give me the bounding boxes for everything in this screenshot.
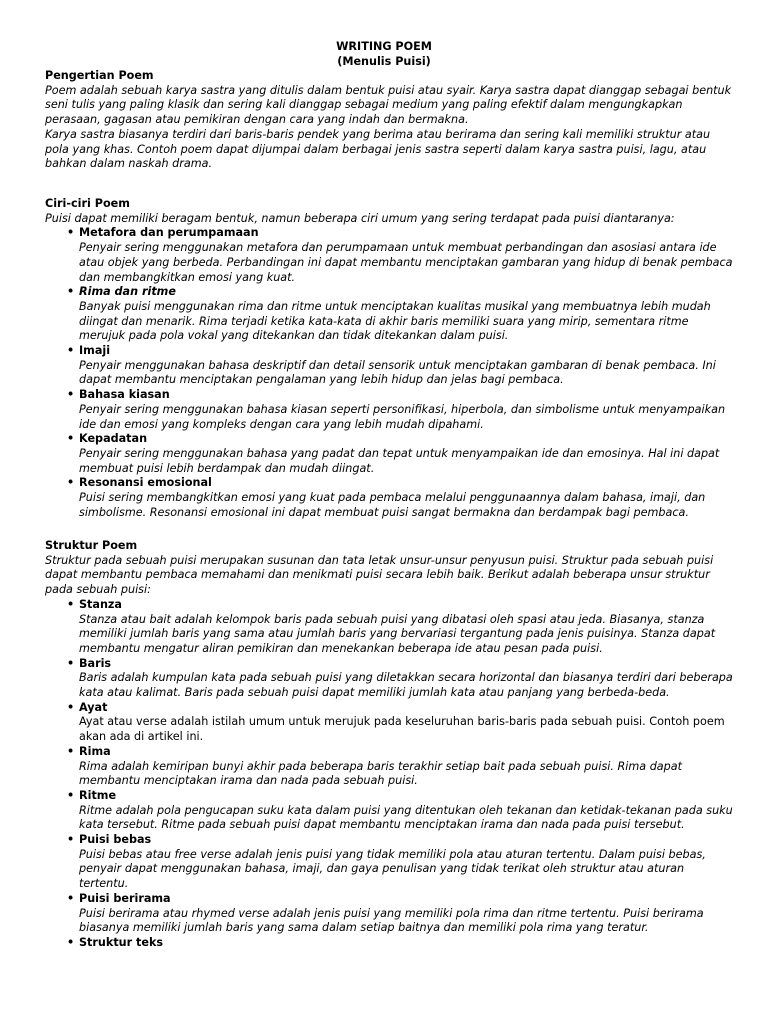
list-item [45, 476, 735, 520]
section-ciri-ciri [45, 197, 735, 520]
section-struktur [45, 539, 735, 951]
list-item [45, 598, 735, 657]
list-item [45, 285, 735, 344]
item-term: Ayat [79, 700, 108, 714]
item-description: Banyak puisi menggunakan rima dan ritme untuk menciptakan kualitas musikal yang membuatnya lebih mudah diingat dan menarik. Rima terjadi ketika kata-kata di akhir baris memiliki suara yang mirip, sementara ritme merujuk pada pola vokal yang ditekankan dan tidak ditekankan dalam puisi. [79, 299, 711, 343]
paragraph: Karya sastra biasanya terdiri dari baris-baris pendek yang berima atau berirama dan sering kali memiliki struktur atau pola yang khas. Contoh poem dapat dijumpai dalam berbagai jenis sastra seperti dalam karya sastra puisi, lagu, atau bahkan dalam naskah drama. [45, 127, 711, 171]
bullet-icon: • [67, 388, 75, 402]
list-item [45, 432, 735, 476]
item-description: Baris adalah kumpulan kata pada sebuah puisi yang diletakkan secara horizontal dan biasanya terdiri dari beberapa kata atau kalimat. Baris pada sebuah puisi dapat memiliki jumlah kata atau panjang yang berbeda-beda. [79, 671, 733, 700]
item-description: Rima adalah kemiripan bunyi akhir pada beberapa baris terakhir setiap bait pada sebuah puisi. Rima dapat membantu menciptakan irama dan nada pada sebuah puisi. [79, 759, 683, 788]
bullet-icon: • [67, 935, 75, 949]
item-description: Puisi sering membangkitkan emosi yang kuat pada pembaca melalui penggunaannya dalam bahasa, imaji, dan simbolisme. Resonansi emosional ini dapat membuat puisi sangat bermakna dan berdampak bagi pembaca. [79, 491, 706, 519]
list-item [45, 892, 735, 936]
item-term: Baris [79, 656, 112, 670]
item-term: Resonansi emosional [79, 476, 212, 490]
item-term: Ritme [79, 788, 117, 802]
item-term: Metafora dan perumpamaan [79, 226, 259, 240]
bullet-icon: • [67, 432, 75, 446]
item-description: Penyair sering menggunakan bahasa kiasan seperti personifikasi, hiperbola, dan simbolisme untuk menyampaikan ide dan emosi yang kompleks dengan cara yang lebih mudah dipahami. [79, 402, 726, 431]
bullet-icon: • [67, 344, 75, 358]
section-heading: Ciri-ciri Poem [45, 197, 130, 210]
bullet-icon: • [67, 656, 75, 670]
list-item [45, 344, 735, 388]
list-item [45, 657, 735, 701]
bullet-icon: • [67, 788, 75, 802]
bullet-icon: • [67, 700, 75, 714]
item-term: Puisi bebas [79, 833, 152, 847]
bullet-icon: • [67, 597, 75, 611]
list-item [45, 388, 735, 432]
section-heading: Struktur Poem [45, 539, 138, 552]
bullet-icon: • [67, 476, 75, 490]
list-item [45, 833, 735, 892]
structure-list [45, 598, 735, 951]
title-block [0, 40, 768, 69]
document-title: WRITING POEM [336, 40, 432, 53]
item-term: Struktur teks [79, 935, 164, 949]
item-description: Penyair sering menggunakan metafora dan perumpamaan untuk membuat perbandingan dan asosiasi antara ide atau objek yang berbeda. Perbandingan ini dapat membantu menciptakan gambaran yang hidup di benak pembaca dan membangkitkan emosi yang kuat. [79, 241, 733, 284]
document-subtitle: (Menulis Puisi) [337, 54, 431, 68]
item-term: Kepadatan [79, 432, 148, 446]
section-intro: Struktur pada sebuah puisi merupakan susunan dan tata letak unsur-unsur penyusun puisi. Struktur pada sebuah puisi dapat membantu pembaca memahami dan menikmati puisi secara lebih baik. Berikut adalah beberapa unsur struktur pada sebuah puisi: [45, 553, 714, 597]
item-term: Bahasa kiasan [79, 388, 170, 402]
item-term: Rima [79, 744, 111, 758]
item-description: Stanza atau bait adalah kelompok baris pada sebuah puisi yang dibatasi oleh spasi atau jeda. Biasanya, stanza memiliki jumlah baris yang sama atau jumlah baris yang bervariasi tergantung pada jenis puisinya. Stanza dapat membantu mengatur aliran pemikiran dan menekankan beberapa ide atau pesan pada puisi. [79, 612, 716, 655]
item-description: Puisi berirama atau rhymed verse adalah jenis puisi yang memiliki pola rima dan ritme tertentu. Puisi berirama biasanya memiliki jumlah baris yang sama dalam setiap baitnya dan memiliki pola rima yang teratur. [79, 906, 704, 935]
item-term: Puisi berirama [79, 891, 171, 905]
list-item [45, 745, 735, 789]
section-pengertian [45, 69, 735, 172]
section-heading: Pengertian Poem [45, 69, 154, 82]
list-item [45, 226, 735, 285]
features-list [45, 226, 735, 520]
item-term: Imaji [79, 344, 111, 358]
item-description: Ritme adalah pola pengucapan suku kata dalam puisi yang ditentukan oleh tekanan dan ketidak-tekanan pada suku kata tersebut. Ritme pada sebuah puisi dapat membantu menciptakan irama dan nada pada puisi tersebut. [79, 803, 733, 832]
list-item [45, 936, 735, 951]
bullet-icon: • [67, 285, 75, 299]
paragraph: Poem adalah sebuah karya sastra yang ditulis dalam bentuk puisi atau syair. Karya sastra dapat dianggap sebagai bentuk seni tulis yang paling klasik dan sering kali dianggap sebagai medium yang paling efektif dalam mengungkapkan perasaan, gagasan atau pemikiran dengan cara yang indah dan bermakna. [45, 83, 732, 127]
item-term: Rima dan ritme [79, 285, 176, 299]
bullet-icon: • [67, 891, 75, 905]
item-term: Stanza [79, 597, 122, 611]
list-item [45, 701, 735, 745]
item-description: Penyair sering menggunakan bahasa yang padat dan tepat untuk menyampaikan ide dan emosinya. Hal ini dapat membuat puisi lebih berdampak dan mudah diingat. [79, 446, 720, 475]
bullet-icon: • [67, 744, 75, 758]
section-intro: Puisi dapat memiliki beragam bentuk, namun beberapa ciri umum yang sering terdapat pada puisi diantaranya: [45, 211, 675, 225]
item-description: Puisi bebas atau free verse adalah jenis puisi yang tidak memiliki pola atau aturan tertentu. Dalam puisi bebas, penyair dapat menggunakan bahasa, imaji, dan gaya penulisan yang tidak terikat oleh struktur atau aturan tertentu. [79, 847, 706, 891]
item-description: Penyair menggunakan bahasa deskriptif dan detail sensorik untuk menciptakan gambaran di benak pembaca. Ini dapat membantu menciptakan pengalaman yang lebih hidup dan jelas bagi pembaca. [79, 358, 716, 387]
list-item [45, 789, 735, 833]
bullet-icon: • [67, 833, 75, 847]
item-description: Ayat atau verse adalah istilah umum untuk merujuk pada keseluruhan baris-baris pada sebuah puisi. Contoh poem akan ada di artikel ini. [79, 715, 725, 744]
bullet-icon: • [67, 226, 75, 240]
